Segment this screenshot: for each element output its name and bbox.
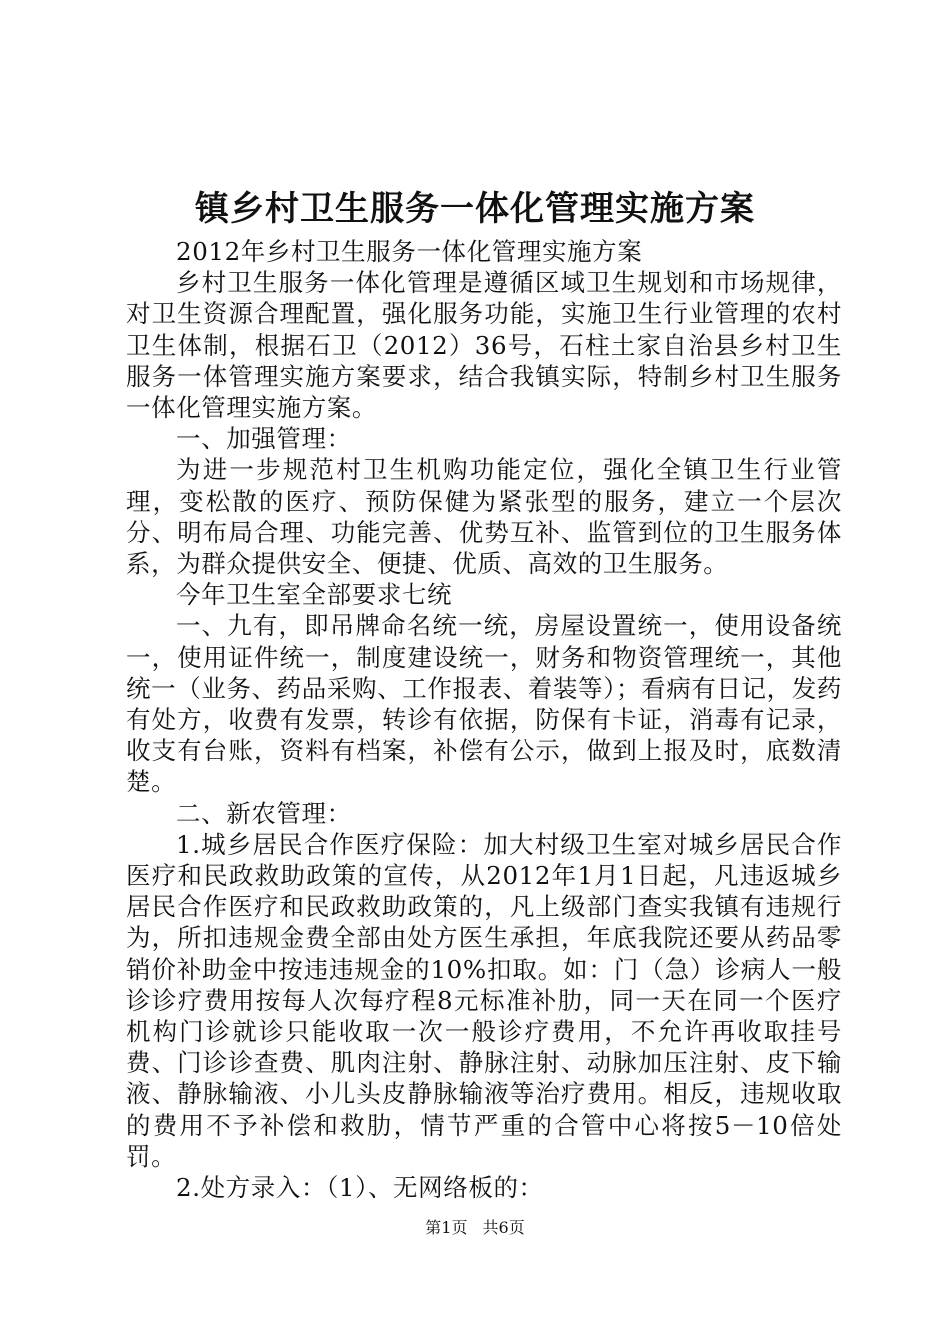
page-number: 第1页 [425,1218,468,1237]
page-total: 共6页 [482,1218,525,1237]
paragraph-management: 为进一步规范村卫生机购功能定位，强化全镇卫生行业管理，变松散的医疗、预防保健为紧张型的服务，建立一个层次分、明布局合理、功能完善、优势互补、监管到位的卫生服务体系，为群众提供安全、便捷、优质、高效的卫生服务。 [126,455,842,579]
document-title: 镇乡村卫生服务一体化管理实施方案 [195,189,755,229]
paragraph-intro: 乡村卫生服务一体化管理是遵循区域卫生规划和市场规律，对卫生资源合理配置，强化服务功能，实施卫生行业管理的农村卫生体制，根据石卫（2012）36号，石柱土家自治县乡村卫生服务一体管理实施方案要求，结合我镇实际，特制乡村卫生服务一体化管理实施方案。 [126,268,842,423]
paragraph-seven-unified: 今年卫生室全部要求七统 [176,580,453,610]
paragraph-subtitle: 2012年乡村卫生服务一体化管理实施方案 [176,237,643,266]
paragraph-insurance: 1.城乡居民合作医疗保险：加大村级卫生室对城乡居民合作医疗和民政救助政策的宣传，从2012年1月1日起，凡违返城乡居民合作医疗和民政救助政策的，凡上级部门查实我镇有违规行为，所扣违规金费全部由处方医生承担，年底我院还要从药品零销价补助金中按违违规金的10%扣取。如：门（急）诊病人一般诊诊疗费用按每人次每疗程8元标准补肋，同一天在同一个医疗机构门诊就诊只能收取一次一般诊疗费用，不允许再收取挂号费、门诊诊查费、肌肉注射、静脉注射、动脉加压注射、皮下输液、静脉输液、小儿头皮静脉输液等治疗费用。相反，违规收取的费用不予补偿和救肋，情节严重的合管中心将按5－10倍处罚。 [126,829,842,1171]
paragraph-nine-haves: 一、九有，即吊牌命名统一统，房屋设置统一，使用设备统一，使用证件统一，制度建设统一，财务和物资管理统一，其他统一（业务、药品采购、工作报表、着装等）；看病有日记，发药有处方，收费有发票，转诊有依据，防保有卡证，消毒有记录，收支有台账，资料有档案，补偿有公示，做到上报及时，底数清楚。 [126,611,842,797]
section-heading-new-rural: 二、新农管理： [176,798,352,828]
paragraph-prescription-entry: 2.处方录入：（1）、无网络板的： [176,1173,544,1203]
section-heading-management: 一、加强管理： [176,424,352,454]
page-footer [0,1216,950,1240]
document-body [126,236,842,1203]
